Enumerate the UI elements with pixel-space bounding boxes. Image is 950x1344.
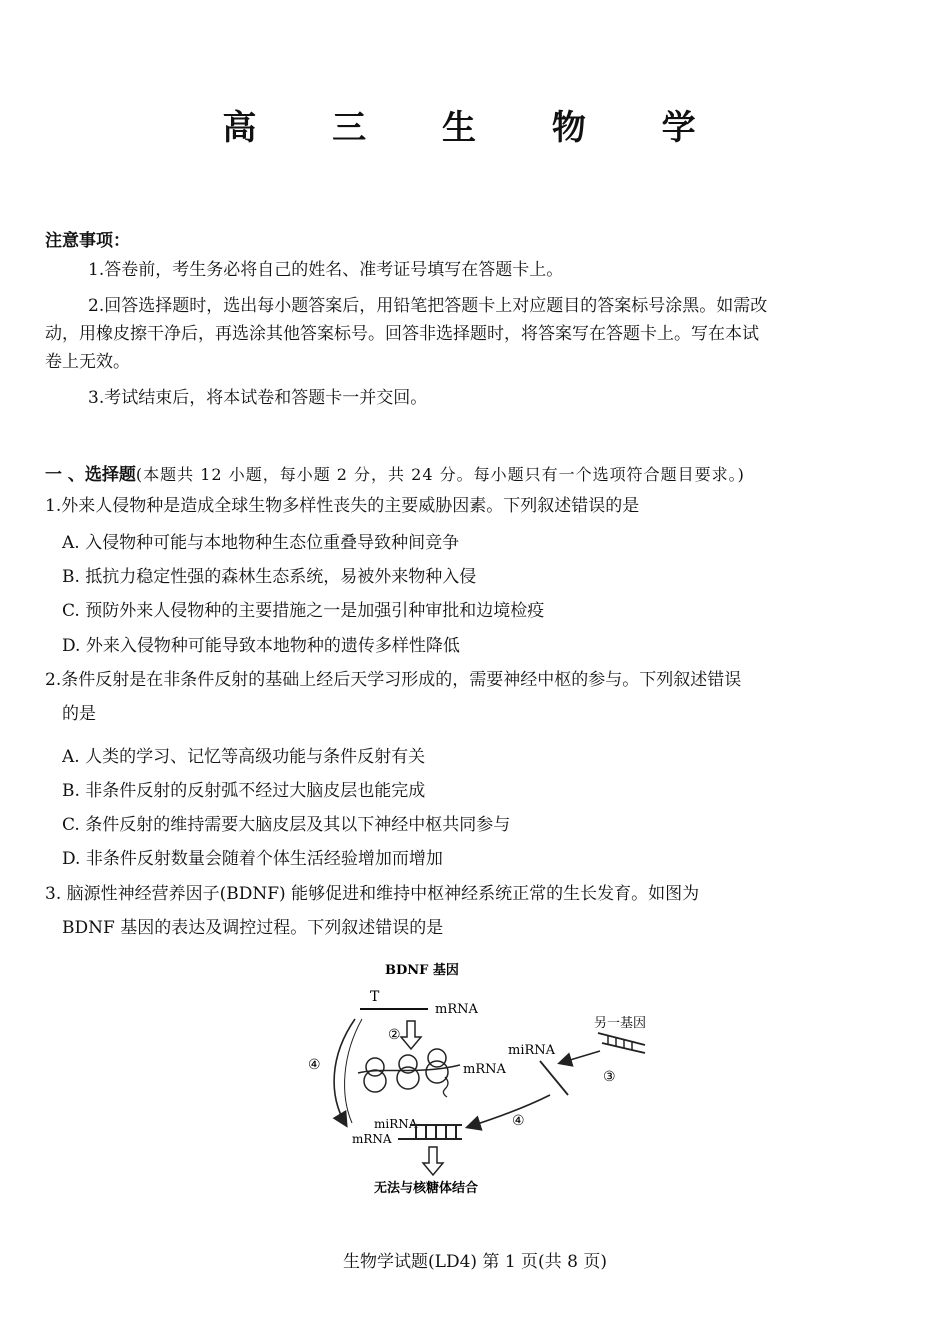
- step-4-left-arrow-shade: [345, 1019, 362, 1123]
- question-1-option-d[interactable]: D. 外来入侵物种可能导致本地物种的遗传多样性降低: [62, 636, 460, 656]
- figure-gene-label: BDNF 基因: [385, 963, 459, 978]
- translation-mrna: [358, 1065, 460, 1073]
- figure-step-4-left: ④: [308, 1057, 321, 1073]
- question-3-stem-cont: BDNF 基因的表达及调控过程。下列叙述错误的是: [62, 918, 444, 938]
- notice-item-1: 1.答卷前，考生务必将自己的姓名、准考证号填写在答题卡上。: [88, 260, 564, 280]
- question-3-stem: 3. 脑源性神经营养因子(BDNF) 能够促进和维持中枢神经系统正常的生长发育。如图为: [45, 884, 700, 904]
- question-1-option-a[interactable]: A. 入侵物种可能与本地物种生态位重叠导致种间竞争: [62, 533, 460, 553]
- result-arrow-icon: [423, 1147, 443, 1175]
- question-1-option-c[interactable]: C. 预防外来人侵物种的主要措施之一是加强引种审批和边境检疫: [62, 601, 545, 621]
- section-heading: [45, 460, 745, 485]
- question-2-option-a[interactable]: A. 人类的学习、记忆等高级功能与条件反射有关: [62, 747, 426, 767]
- figure-mrna-bottom: mRNA: [352, 1132, 392, 1146]
- question-2-stem-cont: 的是: [62, 704, 96, 724]
- notice-item-2-cont: 动，用橡皮擦干净后，再选涂其他答案标号。回答非选择题时，将答案写在答题卡上。写在本试: [45, 324, 759, 344]
- figure-mrna-top: mRNA: [435, 1002, 478, 1017]
- figure-result: 无法与核糖体结合: [374, 1181, 479, 1196]
- mirna-strand: [540, 1061, 568, 1095]
- notice-heading: 注意事项：: [45, 231, 130, 251]
- bdnf-regulation-figure: [300, 955, 680, 1200]
- figure-mirna-label: miRNA: [508, 1043, 556, 1058]
- notice-item-3: 3.考试结束后，将本试卷和答题卡一并交回。: [88, 388, 428, 408]
- question-2-stem: 2.条件反射是在非条件反射的基础上经后天学习形成的，需要神经中枢的参与。下列叙述错误: [45, 670, 742, 690]
- section-label: 一 、选择题: [45, 465, 136, 485]
- page-footer: 生物学试题(LD4) 第 1 页(共 8 页): [343, 1252, 607, 1272]
- notice-item-2: 2.回答选择题时，选出每小题答案后，用铅笔把答题卡上对应题目的答案标号涂黑。如需改: [88, 296, 768, 316]
- ribosome-small-1: [366, 1058, 384, 1076]
- question-1-stem: 1.外来人侵物种是造成全球生物多样性丧失的主要威胁因素。下列叙述错误的是: [45, 496, 640, 516]
- page-title: 高 三 生 物 学: [222, 108, 728, 148]
- question-2-option-d[interactable]: D. 非条件反射数量会随着个体生活经验增加而增加: [62, 849, 443, 869]
- section-note: (本题共 12 小题，每小题 2 分，共 24 分。每小题只有一个选项符合题目要求。): [135, 465, 745, 484]
- figure-step-2: ②: [388, 1027, 401, 1043]
- question-1-option-b[interactable]: B. 抵抗力稳定性强的森林生态系统，易被外来物种入侵: [62, 567, 477, 587]
- step-4-right-arrow-icon: [468, 1095, 550, 1127]
- figure-other-gene: 另一基因: [594, 1016, 647, 1031]
- ribosome-large-3: [426, 1061, 448, 1083]
- figure-mrna-mid: mRNA: [463, 1062, 506, 1077]
- question-2-option-c[interactable]: C. 条件反射的维持需要大脑皮层及其以下神经中枢共同参与: [62, 815, 511, 835]
- question-2-option-b[interactable]: B. 非条件反射的反射弧不经过大脑皮层也能完成: [62, 781, 426, 801]
- ribosome-large-1: [364, 1070, 386, 1092]
- ribosome-small-3: [428, 1049, 446, 1067]
- notice-item-2-end: 卷上无效。: [45, 352, 130, 372]
- figure-mirna-bottom: miRNA: [374, 1117, 418, 1131]
- figure-step-3: ③: [603, 1069, 616, 1085]
- step-4-left-arrow-icon: [334, 1019, 355, 1125]
- figure-step-4-right: ④: [512, 1113, 525, 1129]
- step-3-arrow-icon: [560, 1051, 600, 1063]
- figure-t-label: T: [370, 989, 380, 1005]
- step-2-arrow-icon: [401, 1021, 421, 1049]
